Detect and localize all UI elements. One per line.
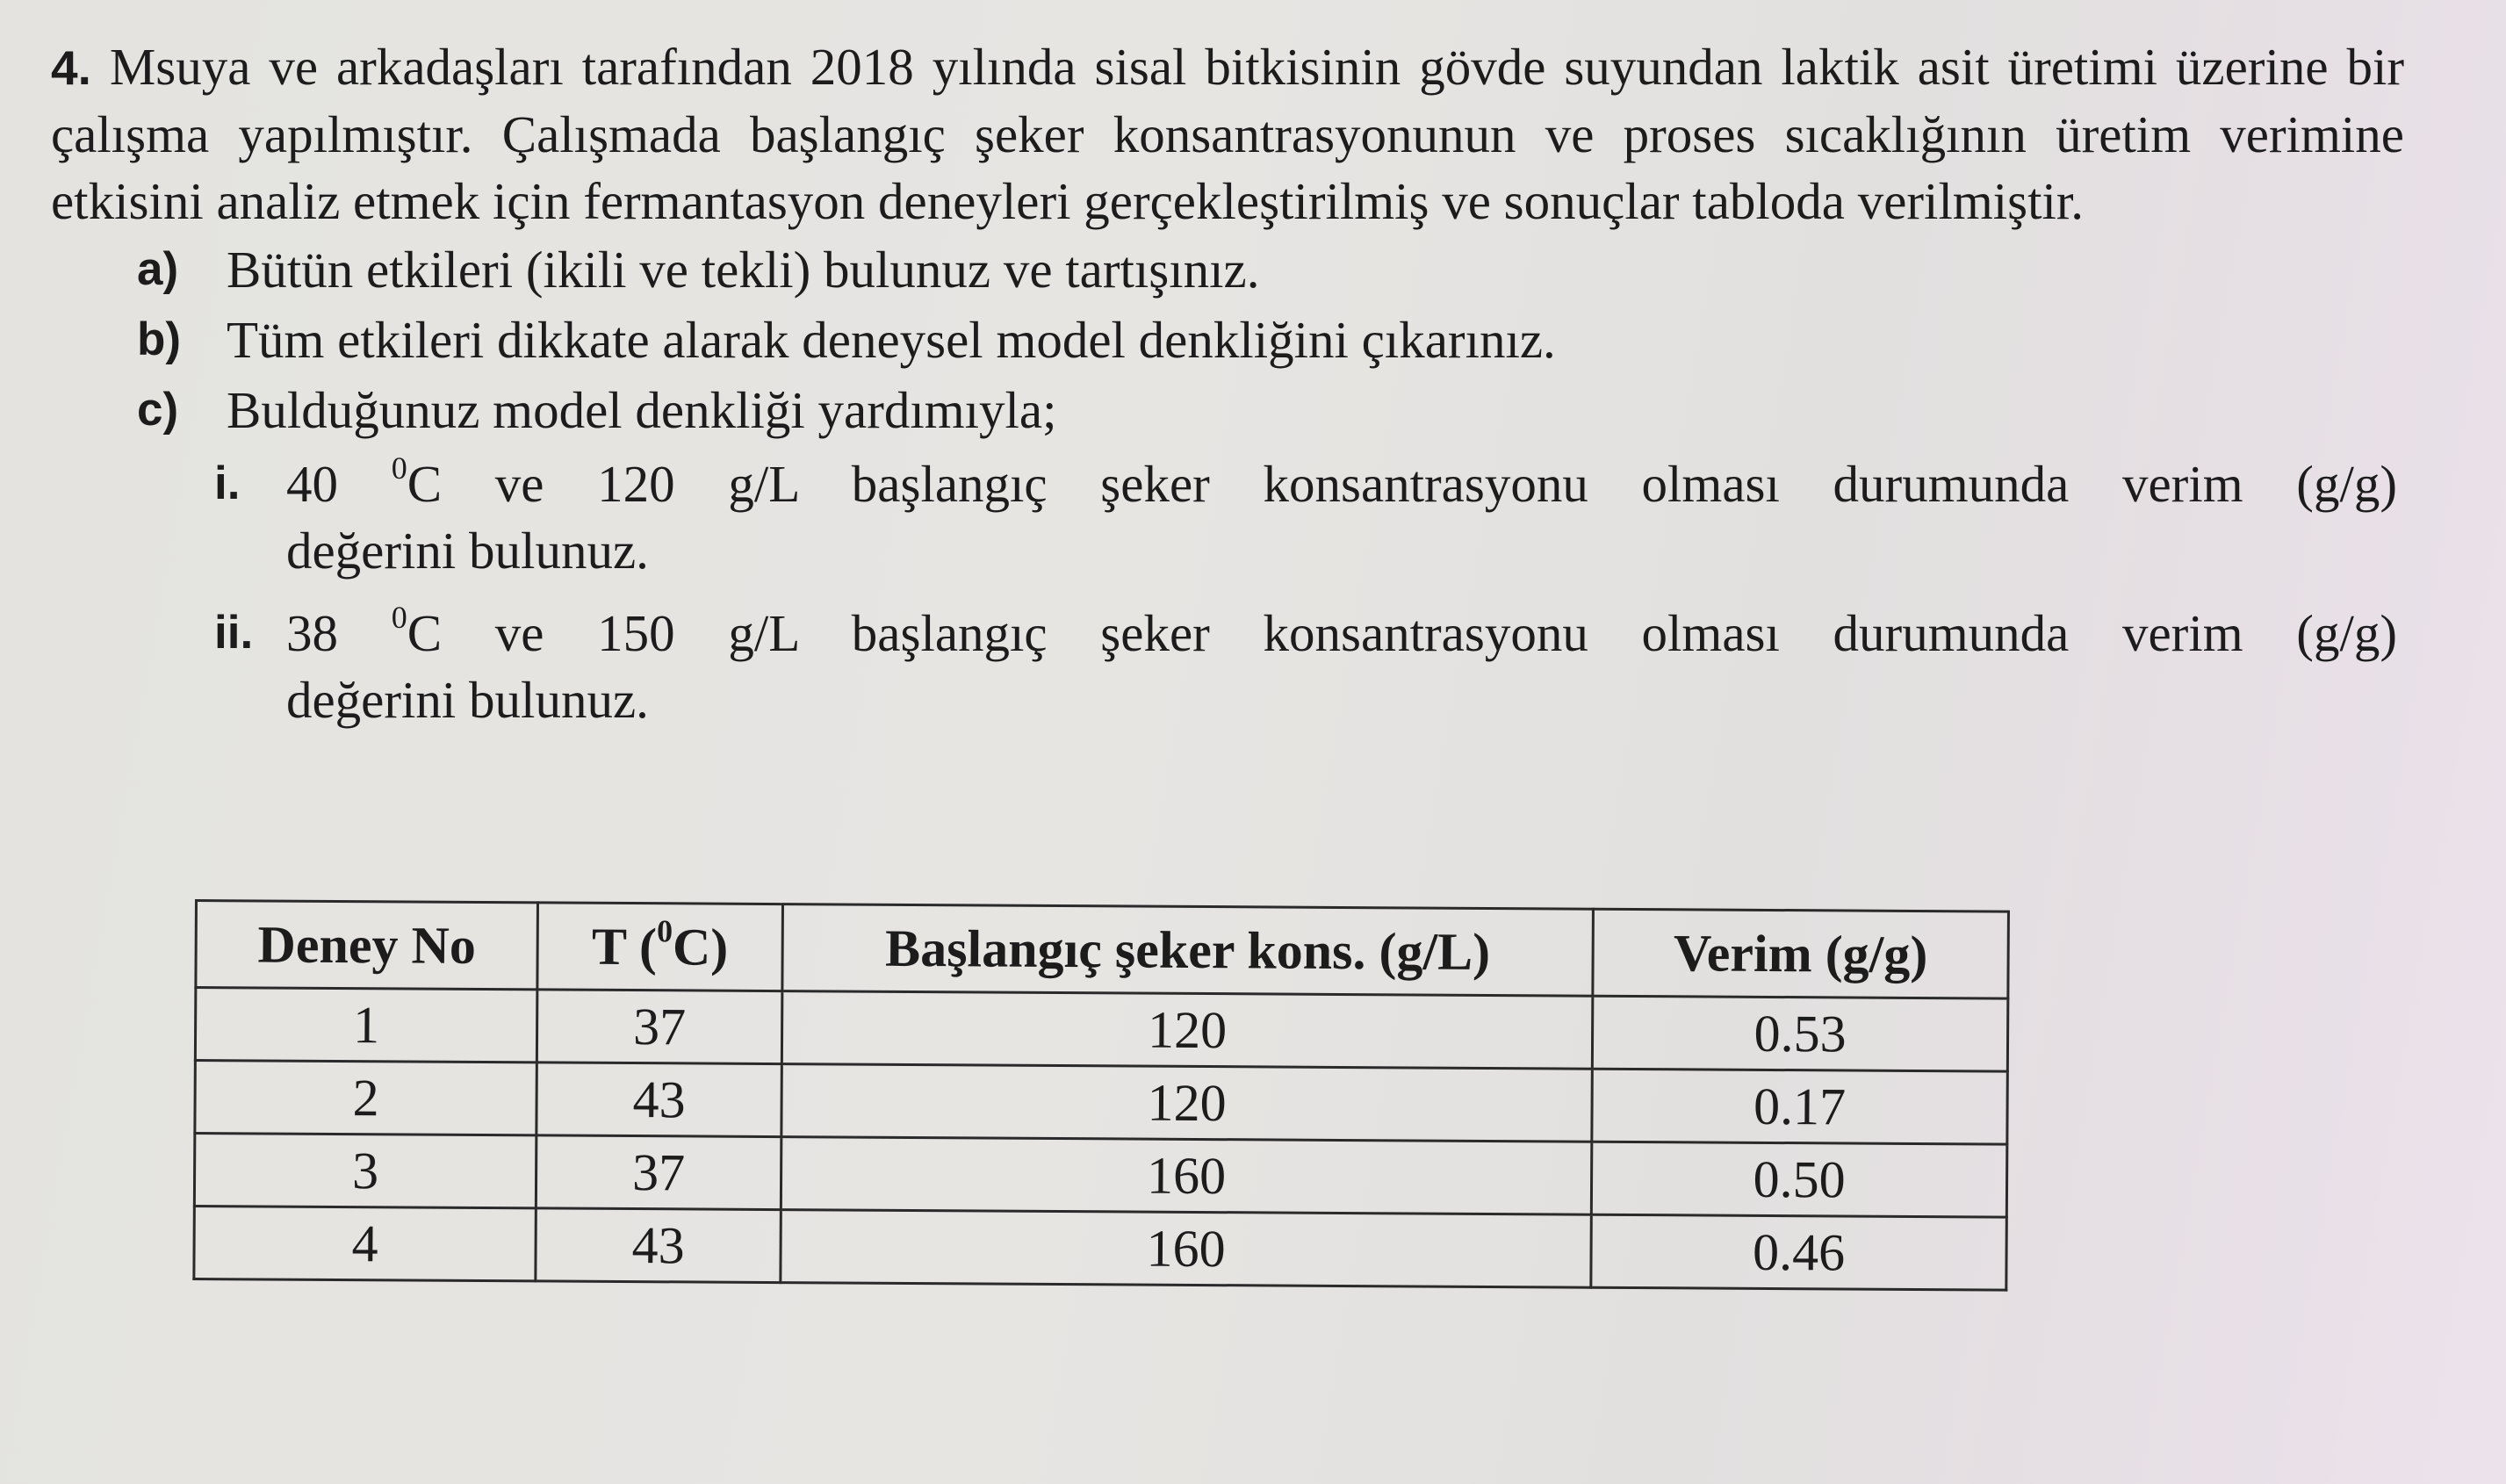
- question-page: [51, 33, 2404, 733]
- header-deney-no: Deney No: [196, 901, 538, 990]
- cell-sugar-concentration: 120: [781, 991, 1592, 1070]
- subitem-i-marker: i.: [214, 457, 241, 509]
- header-temp-suffix: C): [672, 917, 729, 976]
- header-temperature: [537, 903, 783, 991]
- subitem-i-text-cont: değerini bulunuz.: [286, 522, 649, 580]
- item-c-text: Bulduğunuz model denkliği yardımıyla;: [227, 381, 1057, 439]
- subitem-i-degree: 0: [391, 450, 407, 486]
- question-text: Msuya ve arkadaşları tarafından 2018 yılında sisal bitkisinin gövde suyundan laktik asit üretimi üzerine bir çalışma yapılmıştır. Çalışmada başlangıç şeker konsantrasyonunun ve proses sıcaklığının üretim verimine etkisini analiz etmek için fermantasyon deneyleri gerçekleştirilmiş ve sonuçlar tabloda verilmiştir.: [51, 38, 2404, 230]
- cell-temperature: 37: [536, 1135, 781, 1210]
- item-c: [51, 375, 2404, 445]
- item-b-marker: b): [137, 313, 182, 365]
- item-a-text: Bütün etkileri (ikili ve tekli) bulunuz ve tartışınız.: [227, 241, 1260, 299]
- item-b-text: Tüm etkileri dikkate alarak deneysel model denkliğini çıkarınız.: [227, 311, 1556, 369]
- results-table: [192, 899, 2010, 1292]
- table-row: [194, 1207, 2006, 1291]
- subitem-ii-degree: 0: [391, 600, 407, 635]
- cell-yield: 0.46: [1591, 1214, 2006, 1290]
- cell-temperature: 43: [536, 1063, 782, 1137]
- item-b: [51, 305, 2404, 375]
- table-row: [195, 988, 2007, 1072]
- cell-yield: 0.50: [1591, 1142, 2006, 1217]
- cell-deney-no: 1: [195, 988, 536, 1063]
- table-row: [195, 1061, 2007, 1145]
- cell-yield: 0.53: [1592, 996, 2007, 1071]
- subitem-i: [51, 450, 2404, 584]
- header-sugar-concentration: Başlangıç şeker kons. (g/L): [782, 904, 1594, 997]
- subitem-ii-marker: ii.: [214, 607, 254, 659]
- cell-yield: 0.17: [1592, 1069, 2007, 1144]
- question-number: 4.: [51, 40, 91, 95]
- subitem-i-temp: 40: [286, 455, 338, 513]
- header-yield: Verim (g/g): [1593, 909, 2009, 998]
- cell-sugar-concentration: 160: [781, 1210, 1591, 1288]
- item-c-marker: c): [137, 384, 179, 436]
- subitem-i-line1: [286, 450, 2397, 517]
- subitem-ii-text-cont: değerini bulunuz.: [286, 671, 649, 729]
- subitem-ii: [51, 600, 2404, 733]
- cell-deney-no: 2: [195, 1061, 536, 1135]
- table-header-row: [196, 901, 2009, 999]
- subitem-ii-text: C ve 150 g/L başlangıç şeker konsantrasyonu olması durumunda verim (g/g): [407, 604, 2397, 662]
- subitem-ii-line1: [286, 600, 2397, 666]
- cell-temperature: 43: [536, 1208, 781, 1283]
- header-temp-degree: 0: [656, 912, 673, 948]
- cell-deney-no: 4: [194, 1207, 536, 1281]
- table-row: [194, 1134, 2006, 1218]
- cell-sugar-concentration: 120: [781, 1064, 1592, 1142]
- cell-temperature: 37: [536, 990, 782, 1064]
- subitem-i-text: C ve 120 g/L başlangıç şeker konsantrasyonu olması durumunda verim (g/g): [407, 455, 2397, 513]
- question-paragraph: [51, 33, 2404, 234]
- subitem-ii-temp: 38: [286, 604, 338, 662]
- cell-sugar-concentration: 160: [781, 1137, 1591, 1215]
- header-temp-prefix: T (: [591, 917, 658, 976]
- cell-deney-no: 3: [194, 1134, 536, 1208]
- item-a-marker: a): [137, 243, 179, 295]
- item-a: [51, 234, 2404, 305]
